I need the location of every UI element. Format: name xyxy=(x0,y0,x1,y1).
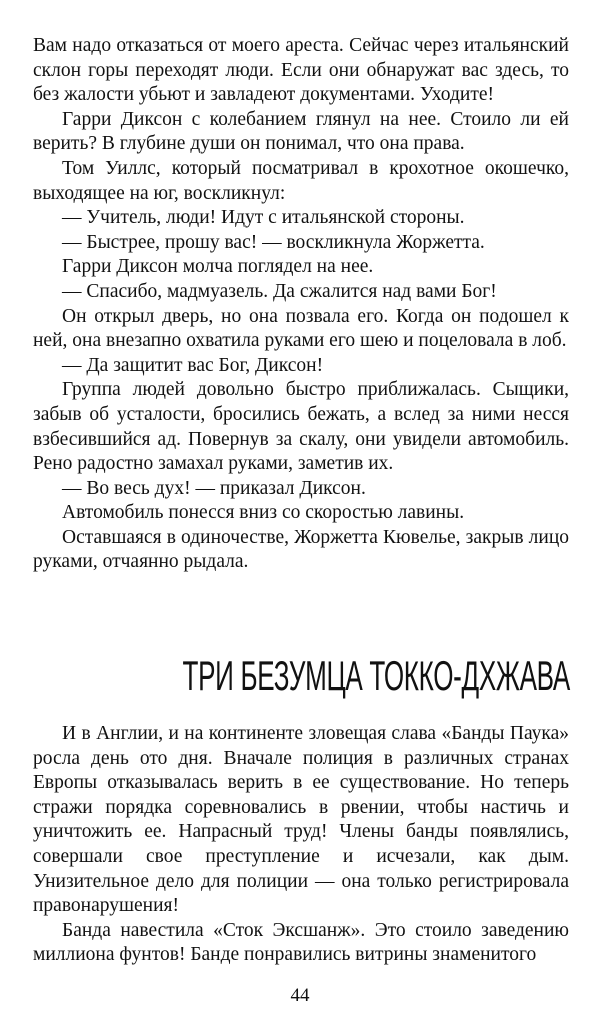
paragraph: Автомобиль понесся вниз со скоростью лавины. xyxy=(62,502,465,524)
text-block-continuation xyxy=(33,34,569,575)
paragraph: Том Уиллс, который посматривал в крохотное окошечко, выходящее на юг, воскликнул: xyxy=(33,157,569,204)
dialogue-line: — Быстрее, прошу вас! — воскликнула Жоржетта. xyxy=(62,231,485,253)
dialogue-line: — Спасибо, мадмуазель. Да сжалится над вами Бог! xyxy=(62,280,497,302)
dialogue-line: — Во весь дух! — приказал Диксон. xyxy=(62,477,366,499)
paragraph: Банда навестила «Сток Эксшанж». Это стоило заведению миллиона фунтов! Банде понравились витрины знаменитого xyxy=(33,919,569,966)
text-block-chapter-start xyxy=(33,722,569,968)
paragraph: И в Англии, и на континенте зловещая слава «Банды Паука» росла день ото дня. Вначале полиция в различных странах Европы отказывалась верить в ее существование. Но теперь стражи порядка соревновались в рвении, чтобы настичь и уничтожить ее. Напрасный труд! Члены банды появлялись, совершали свое преступление и исчезали, как дым. Унизительное дело для полиции — она только регистрировала правонарушения! xyxy=(33,723,569,917)
paragraph: Оставшаяся в одиночестве, Жоржетта Кювелье, закрыв лицо руками, отчаянно рыдала. xyxy=(33,526,569,573)
dialogue-line: — Учитель, люди! Идут с итальянской стороны. xyxy=(62,207,465,229)
paragraph: Гарри Диксон молча поглядел на нее. xyxy=(62,256,374,278)
paragraph: Вам надо отказаться от моего ареста. Сейчас через итальянский склон горы переходят люди. Если они обнаружат вас здесь, то без жалости убьют и завладеют документами. Уходите! xyxy=(33,35,569,106)
paragraph: Он открыл дверь, но она позвала его. Когда он подошел к ней, она внезапно охватила руками его шею и поцеловала в лоб. xyxy=(33,305,569,352)
page-number: 44 xyxy=(290,985,310,1006)
paragraph: Группа людей довольно быстро приближалась. Сыщики, забыв об усталости, бросились бежать, а вслед за ними несся взбесившийся ад. Повернув за скалу, они увидели автомобиль. Рено радостно замахал руками, заметив их. xyxy=(33,379,569,475)
dialogue-line: — Да защитит вас Бог, Диксон! xyxy=(62,354,324,376)
paragraph: Гарри Диксон с колебанием глянул на нее. Стоило ли ей верить? В глубине души он понимал, что она права. xyxy=(33,108,569,155)
chapter-title: ТРИ БЕЗУМЦА ТОККО-ДХЖАВА xyxy=(182,652,570,699)
